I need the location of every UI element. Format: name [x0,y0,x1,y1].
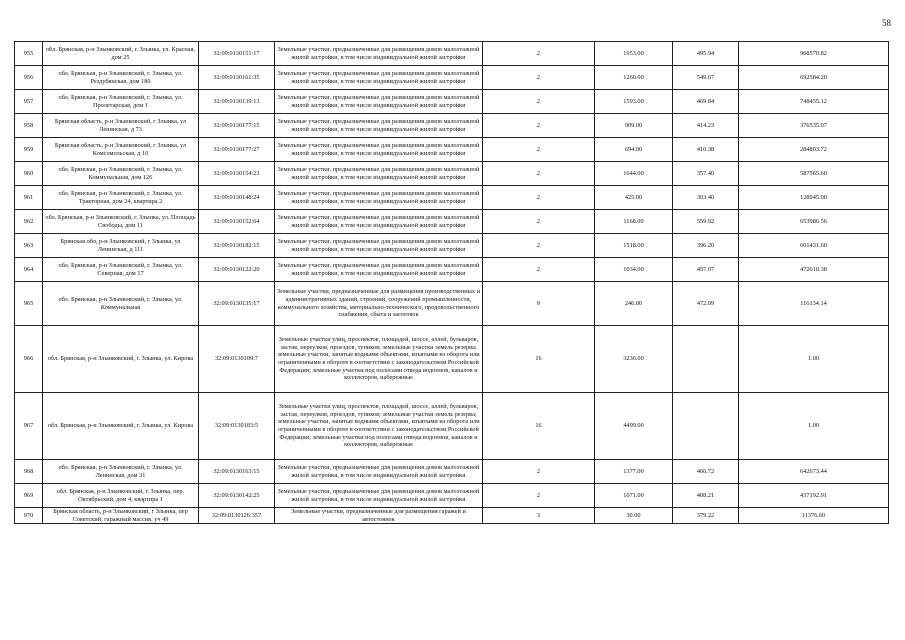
row-number: 966 [15,326,43,393]
land-use-cell: Земельные участки, предназначенные для размещения домов малоэтажной жилой застройки, в том числе индивидуальной жилой застройки [275,90,483,114]
cadastral-number-cell: 32:09:0130122:20 [199,258,275,282]
area-cell: 694.00 [595,138,673,162]
specific-value-cell [673,326,739,393]
specific-value-cell: 414.23 [673,114,739,138]
row-number: 968 [15,460,43,484]
group-number-cell: 2 [483,186,595,210]
cadastral-value-cell: 968570.82 [739,42,889,66]
cadastral-value-cell: 437192.91 [739,484,889,508]
land-use-cell: Земельные участки улиц, проспектов, площадей, шоссе, аллей, бульваров, застав, переулков, проездов, тупиков; земельные участки земель резерва; земельные участки, занятые водными объектами, изъятыми из оборота или ограниченными в обороте в соответствии с законодательством Российской Федерации; земельные участки под полосами отвода водоемов, каналов и коллекторов, набережные [275,393,483,460]
table-row [15,186,889,210]
table-row [15,393,889,460]
area-cell: 1034.00 [595,258,673,282]
table-row [15,484,889,508]
cadastral-value-cell: 601431.60 [739,234,889,258]
row-number: 959 [15,138,43,162]
cadastral-value-cell: 116134.14 [739,282,889,326]
specific-value-cell: 357.40 [673,162,739,186]
area-cell: 1953.00 [595,42,673,66]
row-number: 970 [15,508,43,524]
area-cell: 1377.00 [595,460,673,484]
land-use-cell: Земельные участки, предназначенные для размещения домов малоэтажной жилой застройки, в том числе индивидуальной жилой застройки [275,234,483,258]
area-cell: 4499.00 [595,393,673,460]
area-cell: 1260.00 [595,66,673,90]
land-use-cell: Земельные участки, предназначенные для размещения домов малоэтажной жилой застройки, в том числе индивидуальной жилой застройки [275,66,483,90]
group-number-cell: 2 [483,162,595,186]
land-use-cell: Земельные участки, предназначенные для размещения домов малоэтажной жилой застройки, в том числе индивидуальной жилой застройки [275,258,483,282]
specific-value-cell: 469.84 [673,90,739,114]
address-cell: Брянская область, р-н Злынковский, г Злынка, пер Советский, гаражный массив, уч 49 [43,508,199,524]
row-number: 965 [15,282,43,326]
specific-value-cell: 472.09 [673,282,739,326]
address-cell: обл. Брянская, р-н Злынковский, г. Злынка, ул. Тракторная, дом 24, квартира 2 [43,186,199,210]
cadastral-number-cell: 32:09:0130163:15 [199,460,275,484]
cadastral-number-cell: 32:09:0130151:17 [199,42,275,66]
cadastral-value-cell: 1.00 [739,326,889,393]
area-cell: 3236.00 [595,326,673,393]
table-row [15,210,889,234]
table-row [15,162,889,186]
area-cell: 30.00 [595,508,673,524]
group-number-cell: 16 [483,393,595,460]
address-cell: Брянская область, р-н Злынковский, г Злынка, ул Комсомольская, д 10 [43,138,199,162]
row-number: 957 [15,90,43,114]
address-cell: обл. Брянская, р-н Злынковский, г. Злынка, ул. Северная, дом 17 [43,258,199,282]
address-cell: обл. Брянская, р-н Злынковский, г. Злынка, ул. Кирова [43,326,199,393]
row-number: 960 [15,162,43,186]
row-number: 967 [15,393,43,460]
row-number: 958 [15,114,43,138]
specific-value-cell: 466.72 [673,460,739,484]
land-use-cell: Земельные участки, предназначенные для размещения домов малоэтажной жилой застройки, в том числе индивидуальной жилой застройки [275,186,483,210]
cadastral-value-table [14,41,889,524]
specific-value-cell: 410.38 [673,138,739,162]
group-number-cell: 2 [483,66,595,90]
address-cell: Брянская обл, р-н Злынковский, г Злынка, ул Ленинская, д 111 [43,234,199,258]
cadastral-number-cell: 32:09:0130161:35 [199,66,275,90]
specific-value-cell: 495.94 [673,42,739,66]
address-cell: Брянская область, р-н Злынковский, г Злынка, ул Ленинская, д 73 [43,114,199,138]
specific-value-cell: 408.21 [673,484,739,508]
area-cell: 425.00 [595,186,673,210]
group-number-cell: 9 [483,282,595,326]
table-row [15,460,889,484]
area-cell: 1071.00 [595,484,673,508]
group-number-cell: 16 [483,326,595,393]
cadastral-number-cell: 32:09:0130109:7 [199,326,275,393]
area-cell: 1168.00 [595,210,673,234]
group-number-cell: 2 [483,484,595,508]
cadastral-value-cell: 284803.72 [739,138,889,162]
land-use-cell: Земельные участки, предназначенные для размещения домов малоэтажной жилой застройки, в том числе индивидуальной жилой застройки [275,42,483,66]
land-use-cell: Земельные участки, предназначенные для размещения домов малоэтажной жилой застройки, в том числе индивидуальной жилой застройки [275,114,483,138]
cadastral-number-cell: 32:09:0130154:23 [199,162,275,186]
specific-value-cell: 549.67 [673,66,739,90]
row-number: 955 [15,42,43,66]
cadastral-number-cell: 32:09:0130135:17 [199,282,275,326]
table-row [15,508,889,524]
table-row [15,326,889,393]
table-row [15,138,889,162]
address-cell: обл. Брянская, р-н Злынковский, г. Злынка, пер. Октябрьский, дом 4, квартира 1 [43,484,199,508]
cadastral-number-cell: 32:09:0130152:64 [199,210,275,234]
row-number: 961 [15,186,43,210]
cadastral-value-cell: 653986.56 [739,210,889,234]
table-row [15,90,889,114]
cadastral-number-cell: 32:09:0130142:25 [199,484,275,508]
address-cell: обл. Брянская, р-н Злынковский, г. Злынка, ул. Коммунальная, дом 126 [43,162,199,186]
cadastral-number-cell: 32:09:0130148:24 [199,186,275,210]
table-row [15,66,889,90]
specific-value-cell: 457.07 [673,258,739,282]
cadastral-value-cell: 642673.44 [739,460,889,484]
cadastral-number-cell: 32:09:0130182:15 [199,234,275,258]
group-number-cell: 2 [483,234,595,258]
cadastral-number-cell: 32:09:0130126:357 [199,508,275,524]
address-cell: обл. Брянская, р-н Злынковский, г. Злынка, ул. Красная, дом 25 [43,42,199,66]
cadastral-value-cell: 587565.60 [739,162,889,186]
area-cell: 1593.00 [595,90,673,114]
row-number: 962 [15,210,43,234]
table-row [15,258,889,282]
group-number-cell: 2 [483,460,595,484]
area-cell: 1644.00 [595,162,673,186]
cadastral-value-cell: 472610.38 [739,258,889,282]
table-row [15,234,889,258]
table-row [15,114,889,138]
land-use-cell: Земельные участки, предназначенные для размещения домов малоэтажной жилой застройки, в том числе индивидуальной жилой застройки [275,162,483,186]
address-cell: обл. Брянская, р-н Злынковский, г. Злынка, ул. Пролетарская, дом 1 [43,90,199,114]
specific-value-cell: 396.20 [673,234,739,258]
cadastral-value-cell: 11376.60 [739,508,889,524]
address-cell: обл. Брянская, р-н Злынковский, г. Злынка, ул. Площадь Свободы, дом 11 [43,210,199,234]
page-number: 58 [882,18,891,28]
specific-value-cell: 559.92 [673,210,739,234]
specific-value-cell: 379.22 [673,508,739,524]
cadastral-value-cell: 748455.12 [739,90,889,114]
area-cell: 246.00 [595,282,673,326]
land-use-cell: Земельные участки, предназначенные для размещения домов малоэтажной жилой застройки, в том числе индивидуальной жилой застройки [275,460,483,484]
land-use-cell: Земельные участки, предназначенные для размещения домов малоэтажной жилой застройки, в том числе индивидуальной жилой застройки [275,210,483,234]
address-cell: обл. Брянская, р-н Злынковский, г. Злынка, ул. Коммунальная [43,282,199,326]
address-cell: обл. Брянская, р-н Злынковский, г. Злынка, ул. Ленинская, дом 31 [43,460,199,484]
group-number-cell: 2 [483,210,595,234]
cadastral-number-cell: 32:09:0130177:15 [199,114,275,138]
row-number: 963 [15,234,43,258]
row-number: 969 [15,484,43,508]
land-use-cell: Земельные участки, предназначенные для размещения производственных и административных зданий, строений, сооружений промышленности, коммунального хозяйства, материально-технического, продовольственного снабжения, сбыта и заготовок [275,282,483,326]
cadastral-value-cell: 692584.20 [739,66,889,90]
table-row [15,282,889,326]
table-row [15,42,889,66]
land-use-cell: Земельные участки, предназначенные для размещения домов малоэтажной жилой застройки, в том числе индивидуальной жилой застройки [275,484,483,508]
cadastral-number-cell: 32:09:0130183:5 [199,393,275,460]
address-cell: обл. Брянская, р-н Злынковский, г. Злынка, ул. Рездубянская, дом 180 [43,66,199,90]
cadastral-value-cell: 128945.00 [739,186,889,210]
group-number-cell: 3 [483,508,595,524]
group-number-cell: 2 [483,258,595,282]
row-number: 964 [15,258,43,282]
cadastral-value-cell: 1.00 [739,393,889,460]
group-number-cell: 2 [483,90,595,114]
group-number-cell: 2 [483,114,595,138]
land-use-cell: Земельные участки, предназначенные для размещения домов малоэтажной жилой застройки, в том числе индивидуальной жилой застройки [275,138,483,162]
address-cell: обл. Брянская, р-н Злынковский, г. Злынка, ул. Кирова [43,393,199,460]
area-cell: 1518.00 [595,234,673,258]
land-use-cell: Земельные участки, предназначенные для размещения гаражей и автостоянок [275,508,483,524]
row-number: 956 [15,66,43,90]
cadastral-number-cell: 32:09:0130177:27 [199,138,275,162]
specific-value-cell [673,393,739,460]
cadastral-value-cell: 376535.07 [739,114,889,138]
land-use-cell: Земельные участки улиц, проспектов, площадей, шоссе, аллей, бульваров, застав, переулков, проездов, тупиков; земельные участки земель резерва; земельные участки, занятые водными объектами, изъятыми из оборота или ограниченными в обороте в соответствии с законодательством Российской Федерации; земельные участки под полосами отвода водоемов, каналов и коллекторов, набережные [275,326,483,393]
specific-value-cell: 303.40 [673,186,739,210]
group-number-cell: 2 [483,138,595,162]
group-number-cell: 2 [483,42,595,66]
cadastral-number-cell: 32:09:0130139:13 [199,90,275,114]
area-cell: 909.00 [595,114,673,138]
